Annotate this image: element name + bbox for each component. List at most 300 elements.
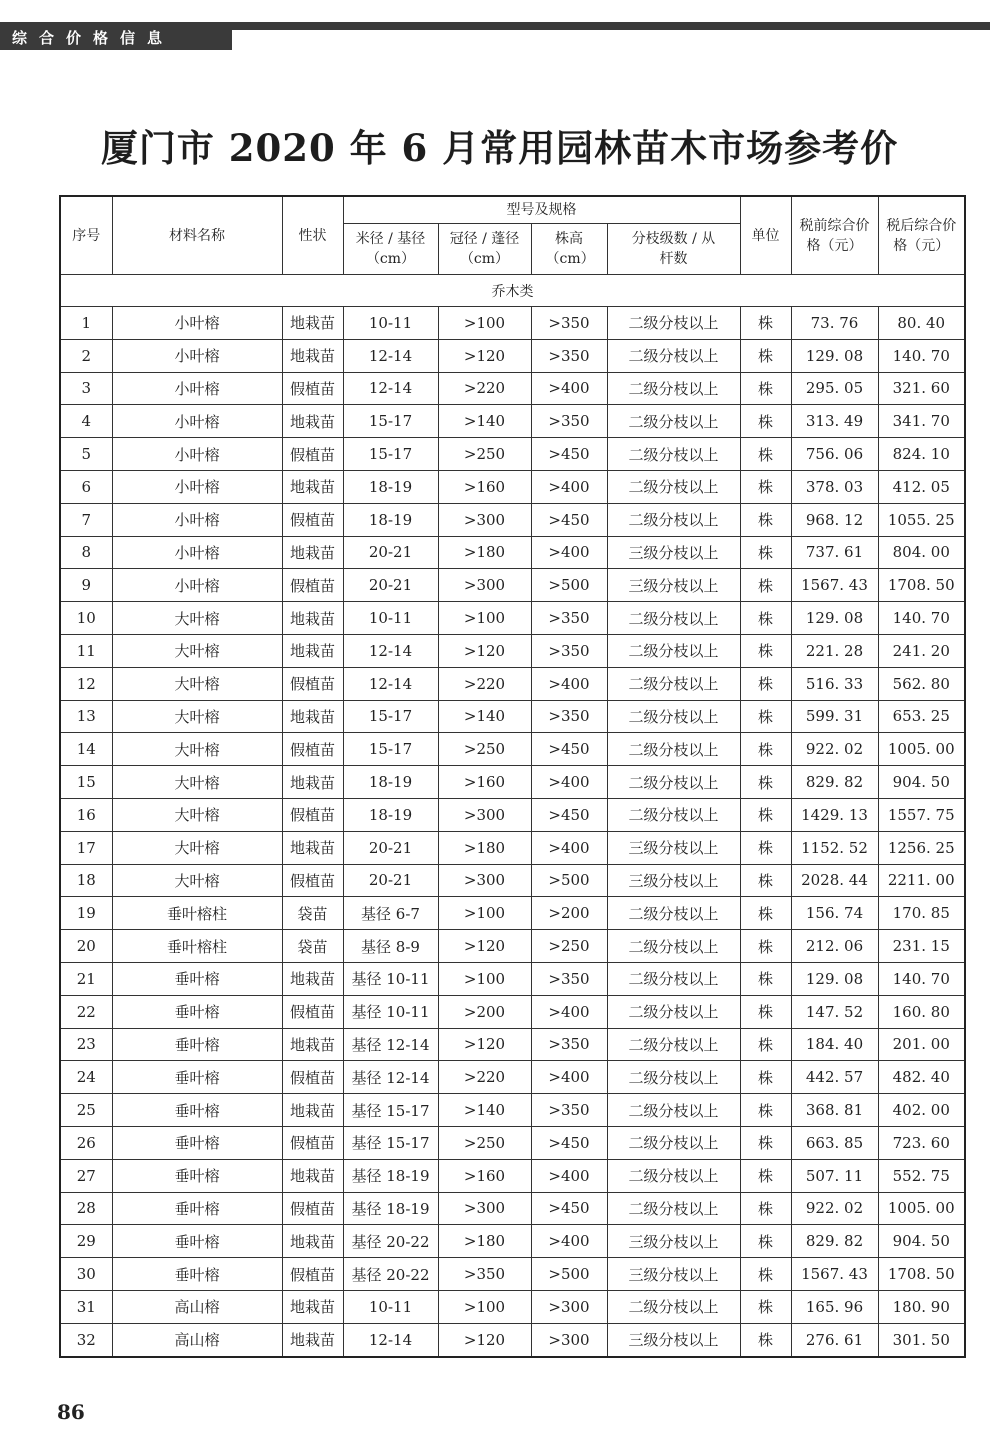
table-row: [60, 798, 965, 831]
cell-price-pre: 378. 03: [791, 470, 878, 503]
table-row: [60, 438, 965, 471]
table-row: [60, 1159, 965, 1192]
cell-unit: 株: [740, 307, 791, 340]
cell-diameter: 20-21: [343, 864, 438, 897]
table-row: [60, 733, 965, 766]
cell-name: 大叶榕: [112, 602, 282, 635]
cell-form: 地栽苗: [282, 634, 343, 667]
cell-no: 23: [60, 1028, 112, 1061]
cell-height: >350: [531, 700, 607, 733]
cell-price-pre: 221. 28: [791, 634, 878, 667]
cell-height: >400: [531, 470, 607, 503]
cell-diameter: 基径 10-11: [343, 995, 438, 1028]
table-row: [60, 766, 965, 799]
cell-price-post: 1055. 25: [878, 503, 965, 536]
cell-height: >400: [531, 1061, 607, 1094]
cell-price-pre: 1567. 43: [791, 569, 878, 602]
table-row: [60, 1061, 965, 1094]
cell-branch: 二级分枝以上: [607, 667, 740, 700]
cell-unit: 株: [740, 864, 791, 897]
cell-form: 地栽苗: [282, 1290, 343, 1323]
cell-branch: 二级分枝以上: [607, 995, 740, 1028]
cell-no: 9: [60, 569, 112, 602]
cell-crown: >120: [438, 339, 531, 372]
cell-unit: 株: [740, 1323, 791, 1356]
cell-unit: 株: [740, 667, 791, 700]
cell-price-post: 341. 70: [878, 405, 965, 438]
cell-form: 假植苗: [282, 798, 343, 831]
header-name: 材料名称: [112, 196, 282, 275]
table-row: [60, 569, 965, 602]
table-row: [60, 1126, 965, 1159]
cell-branch: 二级分枝以上: [607, 1290, 740, 1323]
cell-height: >400: [531, 536, 607, 569]
cell-no: 25: [60, 1094, 112, 1127]
cell-branch: 二级分枝以上: [607, 798, 740, 831]
cell-no: 27: [60, 1159, 112, 1192]
cell-form: 假植苗: [282, 372, 343, 405]
cell-price-post: 140. 70: [878, 339, 965, 372]
cell-no: 26: [60, 1126, 112, 1159]
cell-unit: 株: [740, 602, 791, 635]
cell-unit: 株: [740, 1225, 791, 1258]
cell-price-post: 412. 05: [878, 470, 965, 503]
cell-no: 17: [60, 831, 112, 864]
table-row: [60, 1225, 965, 1258]
cell-price-post: 402. 00: [878, 1094, 965, 1127]
cell-unit: 株: [740, 962, 791, 995]
cell-price-post: 321. 60: [878, 372, 965, 405]
cell-price-pre: 368. 81: [791, 1094, 878, 1127]
cell-name: 垂叶榕: [112, 1258, 282, 1291]
cell-diameter: 基径 12-14: [343, 1028, 438, 1061]
cell-crown: >140: [438, 1094, 531, 1127]
cell-diameter: 20-21: [343, 569, 438, 602]
cell-price-pre: 1567. 43: [791, 1258, 878, 1291]
cell-price-pre: 516. 33: [791, 667, 878, 700]
cell-height: >400: [531, 667, 607, 700]
cell-name: 垂叶榕: [112, 962, 282, 995]
cell-price-pre: 922. 02: [791, 1192, 878, 1225]
section-tag: 综合价格信息: [0, 26, 232, 50]
cell-no: 14: [60, 733, 112, 766]
cell-branch: 二级分枝以上: [607, 634, 740, 667]
cell-name: 垂叶榕: [112, 995, 282, 1028]
cell-diameter: 基径 20-22: [343, 1225, 438, 1258]
cell-branch: 二级分枝以上: [607, 1094, 740, 1127]
table-row: [60, 930, 965, 963]
cell-height: >500: [531, 569, 607, 602]
cell-name: 垂叶榕柱: [112, 930, 282, 963]
cell-price-pre: 129. 08: [791, 339, 878, 372]
cell-price-post: 301. 50: [878, 1323, 965, 1356]
cell-no: 22: [60, 995, 112, 1028]
table-row: [60, 1028, 965, 1061]
cell-branch: 二级分枝以上: [607, 307, 740, 340]
cell-crown: >250: [438, 733, 531, 766]
cell-diameter: 15-17: [343, 700, 438, 733]
cell-height: >400: [531, 995, 607, 1028]
cell-no: 21: [60, 962, 112, 995]
cell-height: >300: [531, 1323, 607, 1356]
cell-no: 7: [60, 503, 112, 536]
cell-height: >350: [531, 405, 607, 438]
table-row: [60, 602, 965, 635]
cell-form: 假植苗: [282, 733, 343, 766]
header-price-post: 税后综合价格（元）: [878, 196, 965, 275]
cell-unit: 株: [740, 1094, 791, 1127]
cell-price-post: 1256. 25: [878, 831, 965, 864]
cell-diameter: 基径 18-19: [343, 1159, 438, 1192]
cell-branch: 二级分枝以上: [607, 405, 740, 438]
cell-unit: 株: [740, 766, 791, 799]
cell-form: 地栽苗: [282, 700, 343, 733]
cell-branch: 三级分枝以上: [607, 1258, 740, 1291]
table-row: [60, 470, 965, 503]
cell-height: >400: [531, 831, 607, 864]
cell-name: 垂叶榕: [112, 1028, 282, 1061]
table-row: [60, 864, 965, 897]
cell-diameter: 18-19: [343, 766, 438, 799]
cell-diameter: 基径 20-22: [343, 1258, 438, 1291]
cell-height: >400: [531, 1159, 607, 1192]
cell-crown: >300: [438, 503, 531, 536]
cell-diameter: 12-14: [343, 372, 438, 405]
cell-crown: >120: [438, 930, 531, 963]
header-no: 序号: [60, 196, 112, 275]
cell-diameter: 基径 18-19: [343, 1192, 438, 1225]
cell-name: 大叶榕: [112, 667, 282, 700]
cell-form: 地栽苗: [282, 831, 343, 864]
cell-height: >450: [531, 503, 607, 536]
cell-no: 16: [60, 798, 112, 831]
cell-branch: 二级分枝以上: [607, 372, 740, 405]
cell-height: >350: [531, 1094, 607, 1127]
cell-branch: 二级分枝以上: [607, 339, 740, 372]
cell-branch: 二级分枝以上: [607, 733, 740, 766]
cell-no: 1: [60, 307, 112, 340]
table-row: [60, 1323, 965, 1356]
cell-form: 袋苗: [282, 930, 343, 963]
cell-name: 大叶榕: [112, 733, 282, 766]
table-row: [60, 897, 965, 930]
table-row: [60, 503, 965, 536]
cell-name: 小叶榕: [112, 470, 282, 503]
cell-branch: 三级分枝以上: [607, 831, 740, 864]
cell-height: >300: [531, 1290, 607, 1323]
cell-no: 19: [60, 897, 112, 930]
table-row: [60, 405, 965, 438]
cell-unit: 株: [740, 1192, 791, 1225]
cell-price-post: 160. 80: [878, 995, 965, 1028]
cell-form: 地栽苗: [282, 1028, 343, 1061]
cell-form: 袋苗: [282, 897, 343, 930]
page-number: 86: [57, 1400, 85, 1424]
cell-form: 假植苗: [282, 864, 343, 897]
cell-unit: 株: [740, 1126, 791, 1159]
cell-name: 垂叶榕: [112, 1225, 282, 1258]
cell-form: 地栽苗: [282, 1225, 343, 1258]
cell-price-post: 2211. 00: [878, 864, 965, 897]
cell-no: 13: [60, 700, 112, 733]
cell-price-post: 231. 15: [878, 930, 965, 963]
cell-form: 假植苗: [282, 1192, 343, 1225]
header-unit: 单位: [740, 196, 791, 275]
table-row: [60, 372, 965, 405]
cell-price-pre: 2028. 44: [791, 864, 878, 897]
cell-crown: >160: [438, 1159, 531, 1192]
cell-unit: 株: [740, 995, 791, 1028]
cell-name: 大叶榕: [112, 766, 282, 799]
cell-diameter: 20-21: [343, 831, 438, 864]
cell-name: 小叶榕: [112, 339, 282, 372]
cell-diameter: 15-17: [343, 733, 438, 766]
cell-price-pre: 156. 74: [791, 897, 878, 930]
cell-crown: >160: [438, 470, 531, 503]
cell-branch: 三级分枝以上: [607, 536, 740, 569]
cell-price-post: 653. 25: [878, 700, 965, 733]
cell-price-post: 804. 00: [878, 536, 965, 569]
cell-height: >400: [531, 766, 607, 799]
cell-height: >250: [531, 930, 607, 963]
cell-height: >450: [531, 798, 607, 831]
cell-price-pre: 507. 11: [791, 1159, 878, 1192]
cell-crown: >180: [438, 536, 531, 569]
cell-form: 假植苗: [282, 667, 343, 700]
cell-branch: 三级分枝以上: [607, 1323, 740, 1356]
cell-price-post: 904. 50: [878, 1225, 965, 1258]
cell-height: >500: [531, 1258, 607, 1291]
cell-diameter: 18-19: [343, 798, 438, 831]
cell-diameter: 基径 10-11: [343, 962, 438, 995]
cell-price-post: 904. 50: [878, 766, 965, 799]
cell-no: 5: [60, 438, 112, 471]
cell-height: >500: [531, 864, 607, 897]
cell-unit: 株: [740, 634, 791, 667]
cell-height: >350: [531, 307, 607, 340]
cell-unit: 株: [740, 700, 791, 733]
cell-unit: 株: [740, 536, 791, 569]
cell-price-pre: 313. 49: [791, 405, 878, 438]
cell-unit: 株: [740, 1159, 791, 1192]
cell-crown: >100: [438, 1290, 531, 1323]
header-crown: 冠径 / 蓬径（cm）: [438, 224, 531, 275]
cell-crown: >300: [438, 1192, 531, 1225]
cell-crown: >220: [438, 667, 531, 700]
cell-form: 地栽苗: [282, 470, 343, 503]
cell-diameter: 18-19: [343, 503, 438, 536]
cell-crown: >300: [438, 864, 531, 897]
cell-height: >450: [531, 1192, 607, 1225]
cell-branch: 二级分枝以上: [607, 962, 740, 995]
cell-diameter: 18-19: [343, 470, 438, 503]
cell-diameter: 10-11: [343, 1290, 438, 1323]
cell-branch: 二级分枝以上: [607, 602, 740, 635]
cell-price-pre: 147. 52: [791, 995, 878, 1028]
cell-name: 大叶榕: [112, 864, 282, 897]
cell-form: 假植苗: [282, 1061, 343, 1094]
cell-no: 20: [60, 930, 112, 963]
cell-height: >450: [531, 733, 607, 766]
cell-price-post: 1005. 00: [878, 733, 965, 766]
cell-crown: >180: [438, 831, 531, 864]
cell-branch: 二级分枝以上: [607, 1126, 740, 1159]
cell-unit: 株: [740, 503, 791, 536]
cell-price-pre: 442. 57: [791, 1061, 878, 1094]
cell-form: 地栽苗: [282, 1159, 343, 1192]
cell-price-pre: 968. 12: [791, 503, 878, 536]
cell-diameter: 20-21: [343, 536, 438, 569]
cell-branch: 二级分枝以上: [607, 438, 740, 471]
cell-crown: >300: [438, 798, 531, 831]
cell-unit: 株: [740, 733, 791, 766]
cell-price-post: 1557. 75: [878, 798, 965, 831]
cell-diameter: 10-11: [343, 602, 438, 635]
header-branch: 分枝级数 / 从杆数: [607, 224, 740, 275]
cell-diameter: 基径 12-14: [343, 1061, 438, 1094]
cell-branch: 二级分枝以上: [607, 1192, 740, 1225]
cell-crown: >350: [438, 1258, 531, 1291]
cell-diameter: 12-14: [343, 1323, 438, 1356]
cell-crown: >140: [438, 700, 531, 733]
cell-form: 地栽苗: [282, 1323, 343, 1356]
cell-form: 地栽苗: [282, 536, 343, 569]
cell-no: 10: [60, 602, 112, 635]
cell-unit: 株: [740, 930, 791, 963]
cell-branch: 二级分枝以上: [607, 766, 740, 799]
table-row: [60, 962, 965, 995]
cell-height: >400: [531, 1225, 607, 1258]
cell-name: 大叶榕: [112, 700, 282, 733]
cell-diameter: 15-17: [343, 405, 438, 438]
cell-price-post: 723. 60: [878, 1126, 965, 1159]
cell-price-pre: 1429. 13: [791, 798, 878, 831]
cell-crown: >250: [438, 438, 531, 471]
table-row: [60, 1258, 965, 1291]
cell-form: 假植苗: [282, 503, 343, 536]
cell-name: 大叶榕: [112, 831, 282, 864]
cell-form: 地栽苗: [282, 339, 343, 372]
cell-no: 31: [60, 1290, 112, 1323]
cell-diameter: 基径 15-17: [343, 1126, 438, 1159]
table-row: [60, 1192, 965, 1225]
cell-price-post: 1005. 00: [878, 1192, 965, 1225]
cell-price-pre: 829. 82: [791, 1225, 878, 1258]
category-row: 乔木类: [60, 275, 965, 307]
cell-name: 大叶榕: [112, 634, 282, 667]
cell-crown: >120: [438, 1028, 531, 1061]
cell-crown: >220: [438, 372, 531, 405]
cell-diameter: 15-17: [343, 438, 438, 471]
cell-no: 12: [60, 667, 112, 700]
cell-unit: 株: [740, 438, 791, 471]
cell-price-post: 1708. 50: [878, 1258, 965, 1291]
cell-form: 地栽苗: [282, 1094, 343, 1127]
cell-price-pre: 276. 61: [791, 1323, 878, 1356]
cell-branch: 三级分枝以上: [607, 569, 740, 602]
cell-price-post: 80. 40: [878, 307, 965, 340]
page-title: 厦门市 2020 年 6 月常用园林苗木市场参考价: [100, 126, 899, 170]
cell-branch: 二级分枝以上: [607, 930, 740, 963]
cell-no: 29: [60, 1225, 112, 1258]
table-row: [60, 1290, 965, 1323]
cell-crown: >120: [438, 634, 531, 667]
cell-form: 地栽苗: [282, 766, 343, 799]
cell-no: 18: [60, 864, 112, 897]
cell-price-pre: 829. 82: [791, 766, 878, 799]
cell-price-pre: 165. 96: [791, 1290, 878, 1323]
cell-crown: >100: [438, 962, 531, 995]
cell-price-post: 170. 85: [878, 897, 965, 930]
cell-price-post: 140. 70: [878, 602, 965, 635]
cell-name: 垂叶榕柱: [112, 897, 282, 930]
cell-form: 假植苗: [282, 1258, 343, 1291]
cell-no: 28: [60, 1192, 112, 1225]
cell-branch: 二级分枝以上: [607, 1028, 740, 1061]
cell-form: 地栽苗: [282, 307, 343, 340]
cell-price-pre: 1152. 52: [791, 831, 878, 864]
cell-price-pre: 212. 06: [791, 930, 878, 963]
cell-diameter: 10-11: [343, 307, 438, 340]
cell-price-post: 140. 70: [878, 962, 965, 995]
cell-unit: 株: [740, 831, 791, 864]
cell-name: 垂叶榕: [112, 1126, 282, 1159]
cell-branch: 二级分枝以上: [607, 470, 740, 503]
cell-height: >350: [531, 339, 607, 372]
cell-price-post: 552. 75: [878, 1159, 965, 1192]
cell-no: 3: [60, 372, 112, 405]
table-row: [60, 307, 965, 340]
cell-no: 6: [60, 470, 112, 503]
cell-unit: 株: [740, 1061, 791, 1094]
cell-price-pre: 73. 76: [791, 307, 878, 340]
cell-price-post: 241. 20: [878, 634, 965, 667]
cell-price-pre: 599. 31: [791, 700, 878, 733]
table-row: [60, 1094, 965, 1127]
cell-price-pre: 129. 08: [791, 962, 878, 995]
cell-name: 垂叶榕: [112, 1061, 282, 1094]
cell-diameter: 基径 15-17: [343, 1094, 438, 1127]
cell-crown: >120: [438, 1323, 531, 1356]
cell-unit: 株: [740, 569, 791, 602]
cell-no: 24: [60, 1061, 112, 1094]
cell-crown: >300: [438, 569, 531, 602]
table-row: [60, 700, 965, 733]
header-spec-group: 型号及规格: [343, 196, 740, 224]
cell-no: 4: [60, 405, 112, 438]
header-form: 性状: [282, 196, 343, 275]
cell-name: 垂叶榕: [112, 1192, 282, 1225]
cell-crown: >180: [438, 1225, 531, 1258]
cell-price-post: 201. 00: [878, 1028, 965, 1061]
cell-form: 假植苗: [282, 438, 343, 471]
cell-diameter: 12-14: [343, 634, 438, 667]
cell-form: 地栽苗: [282, 405, 343, 438]
cell-price-pre: 737. 61: [791, 536, 878, 569]
table-row: [60, 667, 965, 700]
cell-branch: 二级分枝以上: [607, 503, 740, 536]
cell-unit: 株: [740, 1028, 791, 1061]
cell-height: >400: [531, 372, 607, 405]
cell-crown: >250: [438, 1126, 531, 1159]
table-row: [60, 995, 965, 1028]
cell-branch: 二级分枝以上: [607, 1061, 740, 1094]
cell-name: 小叶榕: [112, 536, 282, 569]
cell-price-pre: 663. 85: [791, 1126, 878, 1159]
cell-height: >450: [531, 1126, 607, 1159]
table-row: [60, 634, 965, 667]
cell-price-post: 180. 90: [878, 1290, 965, 1323]
